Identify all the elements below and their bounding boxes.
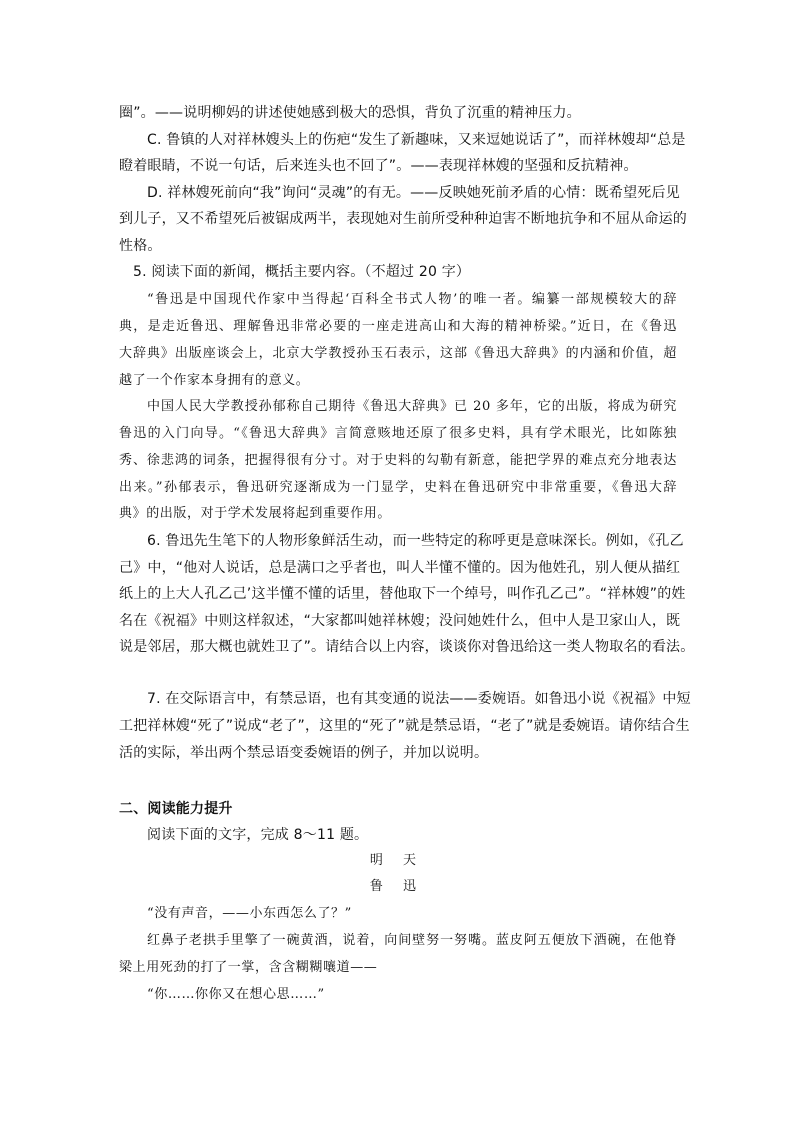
- story-body-line-2: 红鼻子老拱手里擎了一碗黄酒，说着，向间壁努一努嘴。蓝皮阿五便放下酒碗，在他脊: [147, 933, 677, 948]
- news-paragraph-2-line-5: 典》的出版，对于学术发展将起到重要作用。: [119, 506, 392, 521]
- option-d-line-3: 性格。: [119, 238, 162, 254]
- news-paragraph-1-line-3: 大辞典》出版座谈会上，北京大学教授孙玉石表示，这部《鲁迅大辞典》的内涵和价值，超: [119, 346, 677, 361]
- question-7-line-2: 工把祥林嫂“死了”说成“老了”，这里的“死了”就是禁忌语，“老了”就是委婉语。请你结合生: [119, 718, 690, 734]
- news-paragraph-2-line-4: 出来。”孙郁表示，鲁迅研究逐渐成为一门显学，史料在鲁迅研究中非常重要，《鲁迅大辞: [119, 480, 677, 495]
- question-5-stem: 5. 阅读下面的新闻，概括主要内容。（不超过 20 字）: [133, 264, 471, 280]
- news-paragraph-1-line-4: 越了一个作家本身拥有的意义。: [119, 373, 310, 388]
- news-paragraph-2-line-2: 鲁迅的入门向导。“《鲁迅大辞典》言简意赅地还原了很多史料，具有学术眼光，比如陈独: [119, 426, 677, 441]
- option-d-line-2: 到儿子，又不希望死后被锯成两半，表现她对生前所受种种迫害不断地抗争和不屈从命运的: [119, 211, 687, 227]
- story-author: 鲁 迅: [369, 879, 425, 894]
- story-body-line-1: “没有声音，——小东西怎么了？”: [147, 906, 352, 921]
- option-d-line-1: D. 祥林嫂死前向“我”询问“灵魂”的有无。——反映她死前矛盾的心情：既希望死后见: [147, 185, 680, 201]
- news-paragraph-1-line-1: “鲁迅是中国现代作家中当得起‘百科全书式人物’的唯一者。编纂一部规模较大的辞: [147, 292, 677, 307]
- story-body-line-3: 梁上用死劲的打了一掌，含含糊糊嚷道——: [119, 960, 378, 975]
- news-paragraph-1-line-2: 典，是走近鲁迅、理解鲁迅非常必要的一座走进高山和大海的精神桥梁。”近日，在《鲁迅: [119, 319, 677, 334]
- question-6-line-4: 名在《祝福》中则这样叙述，“大家都叫她祥林嫂；没问她姓什么，但中人是卫家山人，既: [119, 613, 681, 629]
- question-7-line-1: 7. 在交际语言中，有禁忌语，也有其变通的说法——委婉语。如鲁迅小说《祝福》中短: [147, 691, 691, 707]
- option-c-line-1: C. 鲁镇的人对祥林嫂头上的伤疤“发生了新趣味，又来逗她说话了”，而祥林嫂却“总是: [147, 132, 686, 148]
- question-7-line-3: 活的实际，举出两个禁忌语变委婉语的例子，并加以说明。: [119, 745, 489, 761]
- option-b-continuation: 圈”。——说明柳妈的讲述使她感到极大的恐惧，背负了沉重的精神压力。: [119, 105, 581, 121]
- question-6-line-3: 纸上的上大人孔乙己’这半懂不懂的话里，替他取下一个绰号，叫作孔乙己”。“祥林嫂”的姓: [119, 586, 686, 602]
- option-c-line-2: 瞪着眼睛，不说一句话，后来连头也不回了”。——表现祥林嫂的坚强和反抗精神。: [119, 158, 638, 174]
- question-6-line-1: 6. 鲁迅先生笔下的人物形象鲜活生动，而一些特定的称呼更是意味深长。例如，《孔乙: [147, 533, 684, 549]
- news-paragraph-2-line-3: 秀、徐悲鸿的词条，把握得很有分寸。对于史料的勾勒有新意，能把学界的难点充分地表达: [119, 453, 677, 468]
- story-title: 明 天: [369, 853, 425, 868]
- news-paragraph-2-line-1: 中国人民大学教授孙郁称自己期待《鲁迅大辞典》已 20 多年，它的出版，将成为研究: [147, 399, 677, 414]
- story-body-line-4: “你……你你又在想心思……”: [147, 987, 325, 1002]
- reading-intro: 阅读下面的文字，完成 8～11 题。: [147, 827, 369, 843]
- section-2-heading: 二、阅读能力提升: [119, 801, 233, 817]
- question-6-line-2: 己》中，“他对人说话，总是满口之乎者也，叫人半懂不懂的。因为他姓孔，别人便从描红: [119, 560, 681, 576]
- question-6-line-5: 说是邻居，那大概也就姓卫了”。请结合以上内容，谈谈你对鲁迅给这一类人物取名的看法。: [119, 639, 695, 655]
